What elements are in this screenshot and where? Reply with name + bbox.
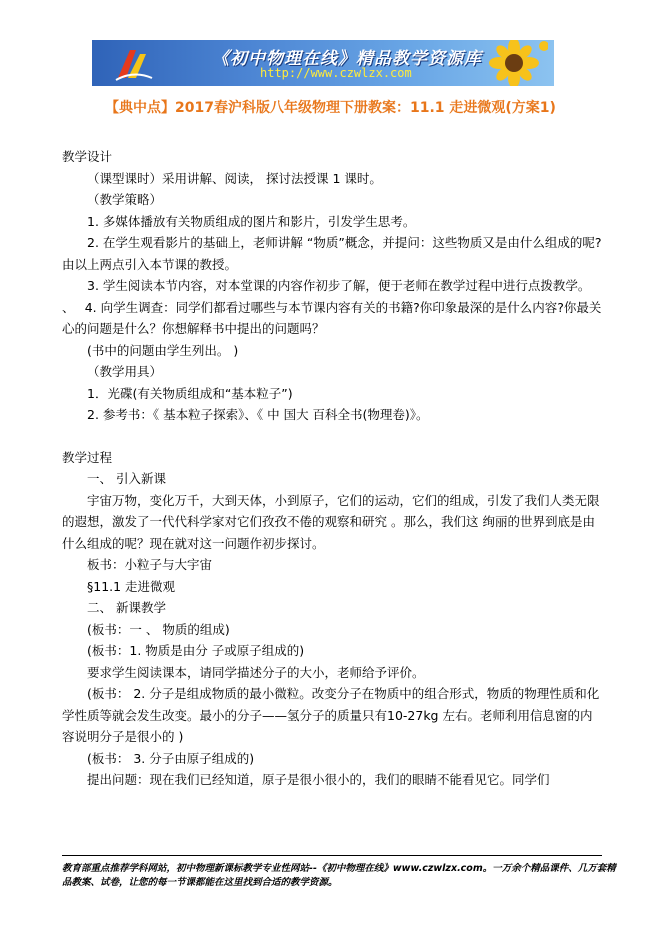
paragraph: 2. 在学生观看影片的基础上，老师讲解 “物质”概念，并提问：这些物质又是由什么组成的呢?由以上两点引入本节课的教授。 (62, 235, 602, 272)
footer-note: 教育部重点推荐学科网站，初中物理新课标教学专业性网站--《初中物理在线》www.czwlzx.com。一万余个精品课件、几万套精品教案、试卷，让您的每一节课都能在这里找到合适的教学资源。 (62, 863, 616, 888)
paragraph: （教学用具） (87, 364, 163, 379)
paragraph: 1．光碟(有关物质组成和“基本粒子”) (87, 385, 293, 401)
paragraph: 宇宙万物，变化万千，大到天体，小到原子，它们的运动，它们的组成，引发了我们人类无限的遐想，激发了一代代科学家对它们孜孜不倦的观察和研究 。那么，我们这 绚丽的世界到底是由什么组成的呢？现在就对这一问题作初步探讨。 (62, 492, 600, 551)
paragraph: 教学过程 (62, 449, 113, 465)
site-logo-icon (114, 44, 154, 82)
banner-url[interactable]: http://www.czwlzx.com (260, 66, 412, 80)
paragraph: 2. 参考书：《 基本粒子探索》、《 中 国大 百科全书(物理卷)》。 (87, 407, 429, 422)
paragraph: 一、 引入新课 (87, 471, 166, 486)
paragraph: 二、 新课教学 (87, 600, 166, 615)
paragraph: (板书：1. 物质是由分 子或原子组成的) (87, 643, 305, 658)
paragraph: 3. 学生阅读本节内容，对本堂课的内容作初步了解，便于老师在教学过程中进行点拨教学。 (87, 278, 591, 293)
paragraph: (板书：一 、 物质的组成) (87, 621, 230, 637)
blank-line (62, 426, 602, 447)
header-banner (92, 40, 554, 86)
paragraph: (书中的问题由学生列出。 ) (87, 342, 239, 358)
footer-divider (62, 855, 602, 856)
paragraph: 提出问题：现在我们已经知道，原子是很小很小的，我们的眼睛不能看见它。同学们 (87, 772, 550, 787)
paragraph: (板书： 2. 分子是组成物质的最小微粒。改变分子在物质中的组合形式，物质的物理性质和化学性质等就会发生改变。最小的分子——氢分子的质量只有10-27kg 左右。老师利用信息窗的内容说明分子是很小的 ) (62, 686, 600, 744)
paragraph: §11.1 走进微观 (87, 578, 176, 594)
paragraph: 、 4. 向学生调查：同学们都看过哪些与本节课内容有关的书籍?你印象最深的是什么内容?你最关心的问题是什么？你想解释书中提出的问题吗？ (62, 299, 602, 336)
paragraph: 1. 多媒体播放有关物质组成的图片和影片，引发学生思考。 (87, 213, 416, 229)
paragraph: （课型课时）采用讲解、阅读， 探讨法授课 1 课时。 (87, 170, 382, 186)
sunflower-icon (474, 40, 548, 86)
paragraph: 要求学生阅读课本，请同学描述分子的大小，老师给予评价。 (87, 664, 425, 680)
paragraph: 教学设计 (62, 149, 113, 164)
paragraph: （教学策略） (87, 192, 163, 207)
paragraph: (板书： 3. 分子由原子组成的) (87, 750, 255, 766)
banner-title: 《初中物理在线》精品教学资源库 (212, 49, 482, 69)
paragraph: 板书：小粒子与大宇宙 (87, 557, 213, 572)
document-title: 【典中点】2017春沪科版八年级物理下册教案：11.1 走进微观(方案1) (105, 100, 556, 116)
document-body (62, 146, 602, 791)
